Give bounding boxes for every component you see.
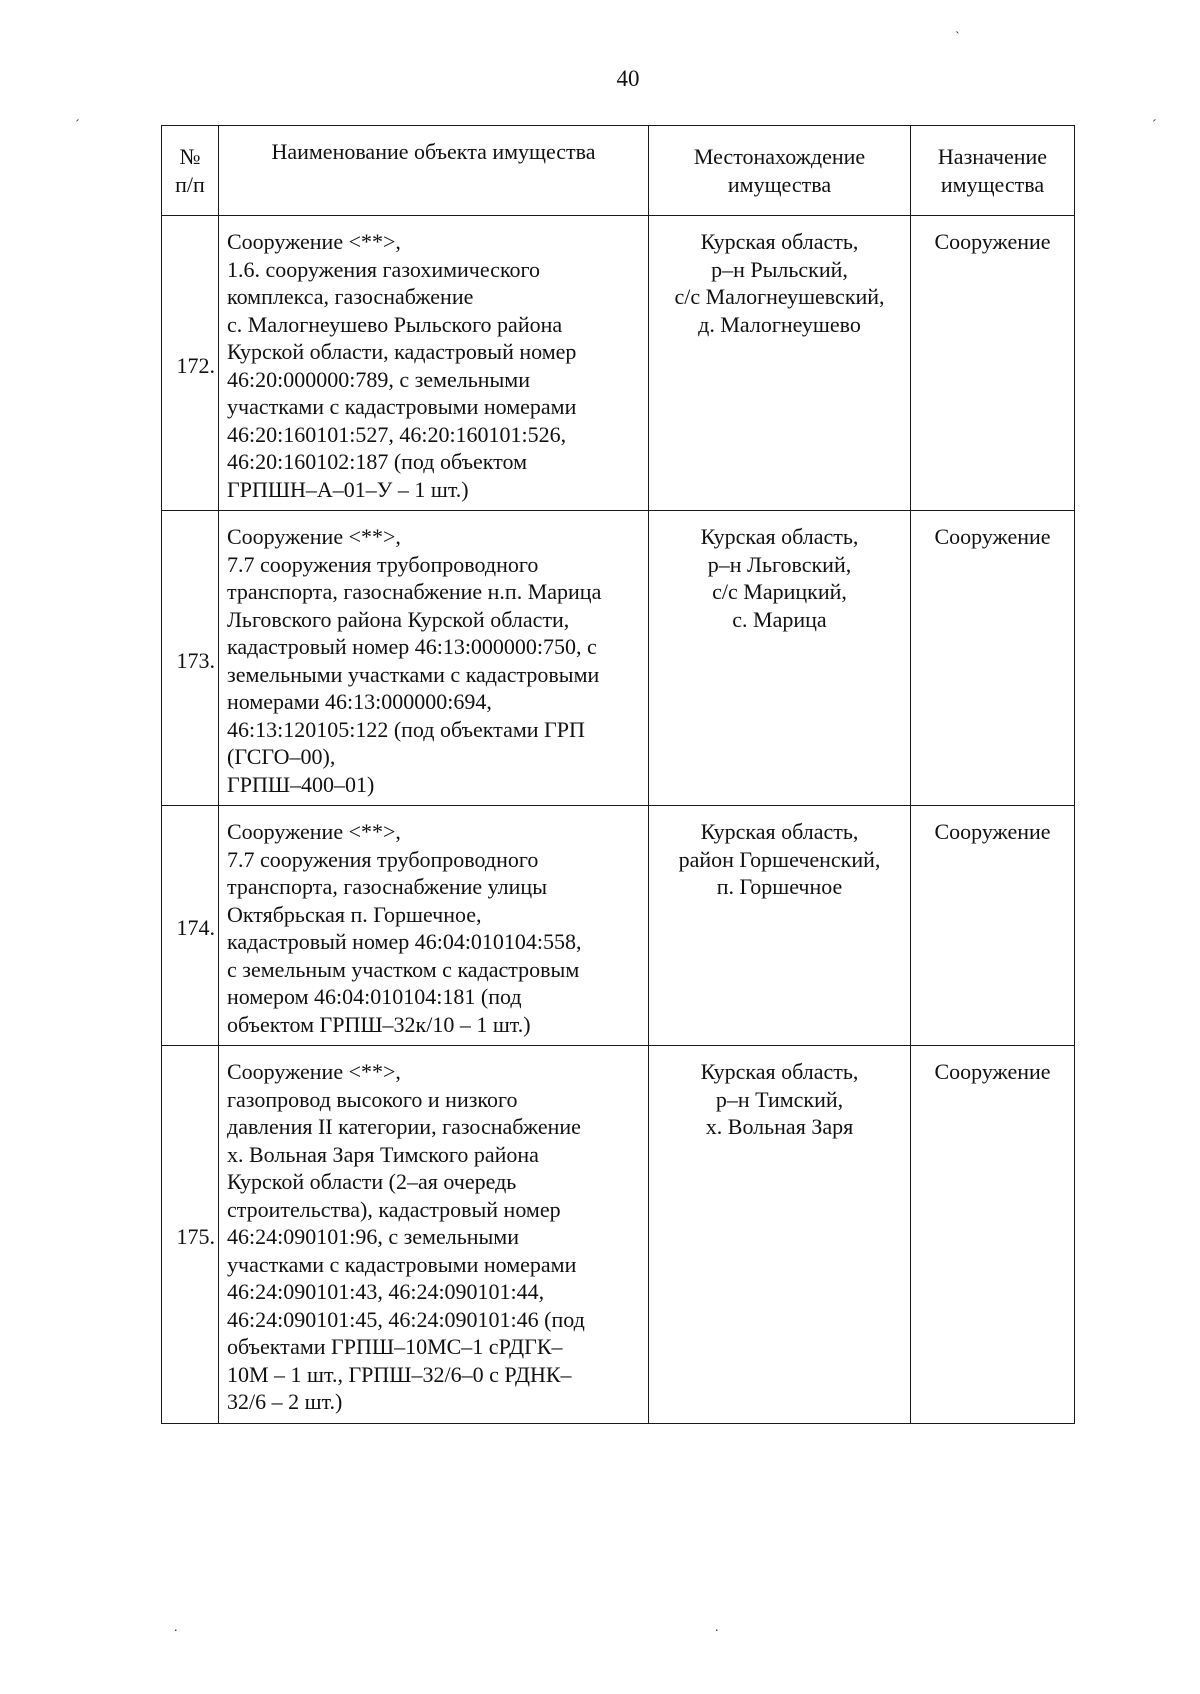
object-location: Курская область, р–н Льговский, с/с Марицкий, с. Марица	[649, 511, 911, 806]
row-number: 173.	[162, 511, 219, 806]
row-number: 175.	[162, 1046, 219, 1424]
object-purpose: Сооружение	[911, 806, 1075, 1046]
header-location	[649, 126, 911, 216]
object-name: Сооружение <**>, 7.7 сооружения трубопроводного транспорта, газоснабжение н.п. Марица Льговского района Курской области, кадастровый номер 46:13:000000:750, с земельными участками с кадастровыми номерами 46:13:000000:694, 46:13:120105:122 (под объектами ГРП (ГСГО–00), ГРПШ–400–01)	[219, 511, 649, 806]
property-registry-table	[161, 125, 1075, 1424]
object-location: Курская область, р–н Рыльский, с/с Малогнеушевский, д. Малогнеушево	[649, 216, 911, 511]
scan-mark: .	[174, 1620, 178, 1635]
object-name: Сооружение <**>, 7.7 сооружения трубопроводного транспорта, газоснабжение улицы Октябрьская п. Горшечное, кадастровый номер 46:04:010104:558, с земельным участком с кадастровым номером 46:04:010104:181 (под объектом ГРПШ–32к/10 – 1 шт.)	[219, 806, 649, 1046]
header-number	[162, 126, 219, 216]
header-purpose-label: Назначение имущества	[937, 144, 1048, 197]
row-number: 172.	[162, 216, 219, 511]
table-row	[162, 216, 1075, 511]
object-location: Курская область, район Горшеченский, п. Горшечное	[649, 806, 911, 1046]
header-purpose	[911, 126, 1075, 216]
object-name: Сооружение <**>, 1.6. сооружения газохимического комплекса, газоснабжение с. Малогнеушево Рыльского района Курской области, кадастровый номер 46:20:000000:789, с земельными участками с кадастровыми номерами 46:20:160101:527, 46:20:160101:526, 46:20:160102:187 (под объектом ГРПШН–А–01–У – 1 шт.)	[219, 216, 649, 511]
table-row	[162, 511, 1075, 806]
object-purpose: Сооружение	[911, 216, 1075, 511]
table-row	[162, 1046, 1075, 1424]
object-purpose: Сооружение	[911, 511, 1075, 806]
table-header-row	[162, 126, 1075, 216]
header-name	[219, 126, 649, 216]
scan-mark: ´	[1152, 118, 1157, 133]
object-purpose: Сооружение	[911, 1046, 1075, 1424]
header-number-label: № п/п	[175, 144, 205, 197]
scan-mark: ´	[75, 118, 80, 133]
object-location: Курская область, р–н Тимский, х. Вольная Заря	[649, 1046, 911, 1424]
object-name: Сооружение <**>, газопровод высокого и низкого давления II категории, газоснабжение х. Вольная Заря Тимского района Курской области (2–ая очередь строительства), кадастровый номер 46:24:090101:96, с земельными участками с кадастровыми номерами 46:24:090101:43, 46:24:090101:44, 46:24:090101:45, 46:24:090101:46 (под объектами ГРПШ–10МС–1 сРДГК– 10М – 1 шт., ГРПШ–32/6–0 с РДНК– 32/6 – 2 шт.)	[219, 1046, 649, 1424]
row-number: 174.	[162, 806, 219, 1046]
scan-mark: .	[715, 1620, 719, 1635]
header-name-label: Наименование объекта имущества	[271, 139, 596, 164]
page-number: 40	[616, 66, 640, 91]
header-location-label: Местонахождение имущества	[693, 144, 866, 197]
scan-mark: `	[955, 30, 960, 45]
table-row	[162, 806, 1075, 1046]
